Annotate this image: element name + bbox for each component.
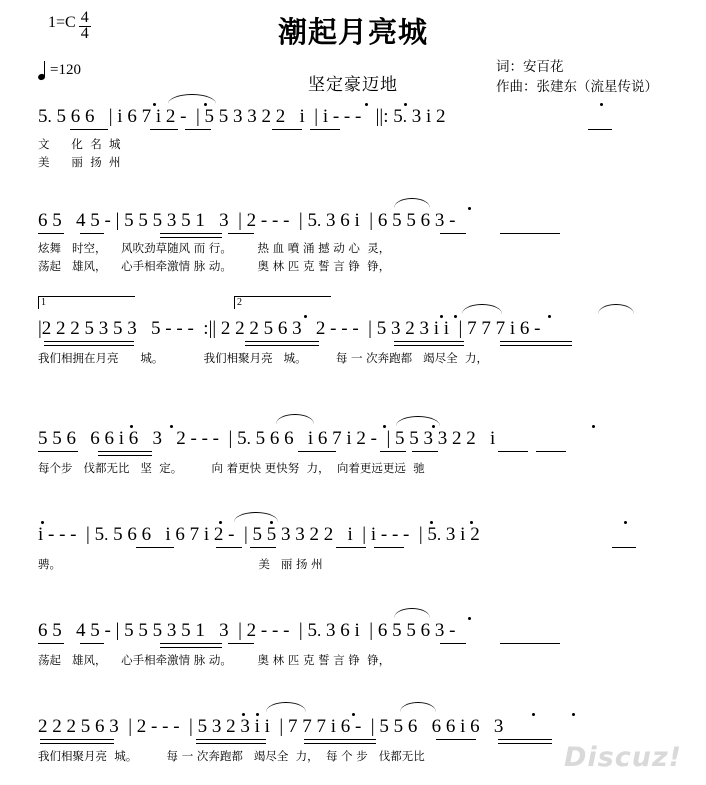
system-1-notes: 5. 5 6 6 | i 6 7 i 2 - | 5 5 3 3 2 2 i | i - - - ||: 5. 3 i 2 [38, 106, 446, 127]
system-5-notes: i - - - | 5. 5 6 6 i 6 7 i 2 - | 5 5 3 3 2 2 i | i - - - | 5. 3 i 2 [38, 524, 480, 545]
time-signature-denominator: 4 [80, 24, 89, 42]
system-2-lyrics-verse1: 炫舞 时空， 风吹劲草随风 而 行。 热 血 噴 涌 撼 动 心 灵， [38, 241, 391, 255]
volta-1-label: 1 [41, 297, 46, 308]
page-title: 潮起月亮城 [277, 15, 428, 49]
system-3-lyrics: 我们相拥在月亮 城。 我们相聚月亮 城。 每 一 次奔跑都 竭尽全 力， [38, 351, 488, 365]
time-signature-numerator: 4 [80, 9, 89, 26]
system-6-lyrics: 荡起 雄风， 心手相牵激情 脉 动。 奥 林 匹 克 誓 言 铮 铮， [38, 653, 391, 667]
key-signature-text: 1=C [48, 14, 76, 31]
volta-bracket-1 [38, 296, 135, 309]
system-7-lyrics: 我们相聚月亮 城。 每 一 次奔跑都 竭尽全 力， 每 个 步 伐都无比 [38, 749, 425, 763]
system-5-lyrics: 骋。 美 丽 扬 州 [38, 557, 323, 571]
performance-direction: 坚定豪迈地 [308, 75, 398, 95]
system-3-notes: |2 2 2 5 3 5 3 5 - - - :|| 2 2 2 5 6 3 2 - - - | 5 3 2 3 i i | 7 7 7 i 6 - [38, 318, 541, 339]
volta-2-label: 2 [237, 297, 242, 308]
system-2-notes: 6 5 4 5 - | 5 5 5 3 5 1 3 | 2 - - - | 5. 3 6 i | 6 5 5 6 3 - [38, 210, 456, 231]
composer-credit: 作曲：张建东（流星传说） [496, 79, 658, 96]
system-1-lyrics-verse1: 文 化 名 城 [38, 137, 121, 151]
tempo-value: =120 [50, 62, 81, 78]
credits [496, 57, 658, 98]
system-1-lyrics-verse2: 美 丽 扬 州 [38, 155, 121, 169]
system-7-notes: 2 2 2 5 6 3 | 2 - - - | 5 3 2 3 i i | 7 7 7 i 6 - | 5 5 6 6 6 i 6 3 [38, 716, 504, 737]
system-6-notes: 6 5 4 5 - | 5 5 5 3 5 1 3 | 2 - - - | 5. 3 6 i | 6 5 5 6 3 - [38, 620, 456, 641]
lyricist-credit: 词：安百花 [496, 59, 564, 75]
system-4-notes: 5 5 6 6 6 i 6 3 2 - - - | 5. 5 6 6 i 6 7 i 2 - | 5 5 3 3 2 2 i [38, 428, 496, 449]
system-4-lyrics: 每个步 伐都无比 坚 定。 向 着更快 更快努 力， 向着更远更远 驰 [38, 461, 425, 475]
volta-bracket-2 [234, 296, 331, 309]
watermark: Discuz! [564, 742, 682, 773]
system-2-lyrics-verse2: 荡起 雄风， 心手相牵激情 脉 动。 奥 林 匹 克 誓 言 铮 铮， [38, 259, 391, 273]
